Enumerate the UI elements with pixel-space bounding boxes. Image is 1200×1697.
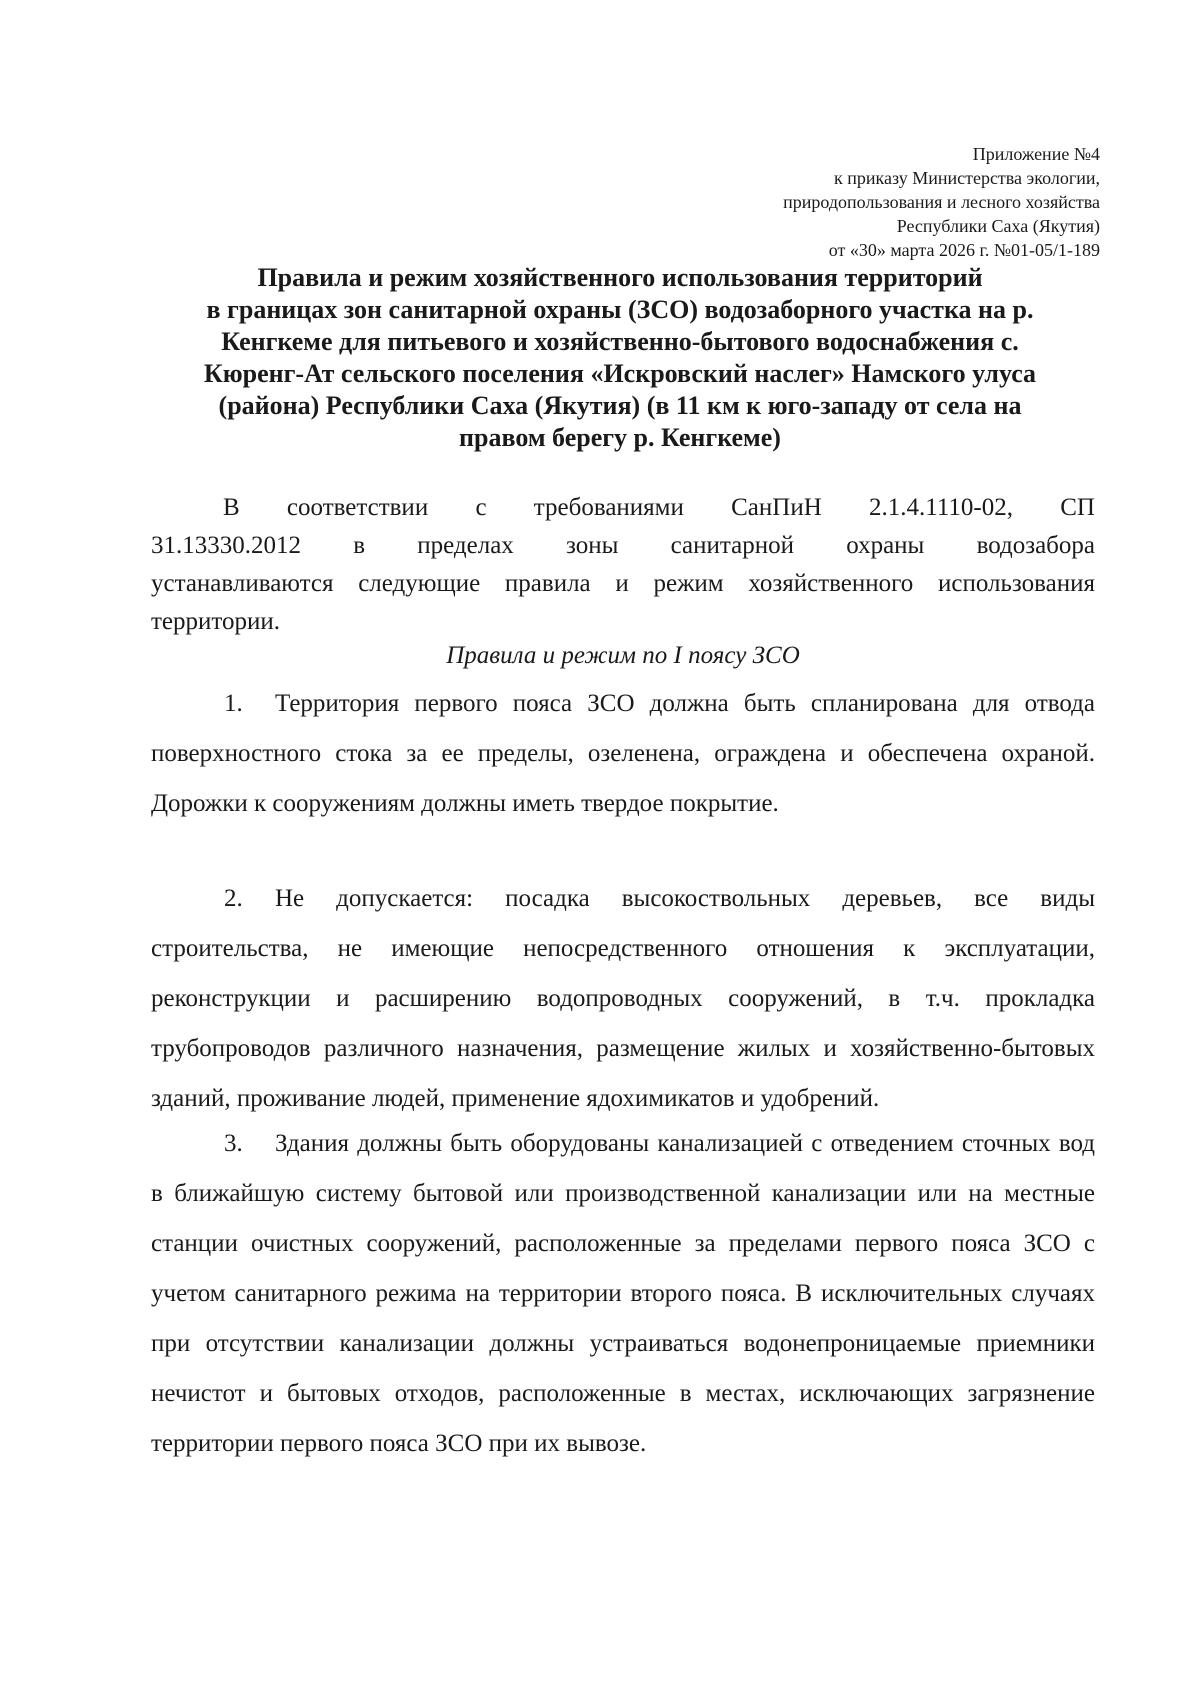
rule-text: Не допускается: посадка высокоствольных деревьев, все виды строительства, не имеющие непосредственного отношения к эксплуатации, реконструкции и расширению водопроводных сооружений, в т.ч. прокладка трубопроводов различного назначения, размещение жилых и хозяйственно-бытовых зданий, проживание людей, применение ядохимикатов и удобрений. <box>151 885 1095 1112</box>
title-line: Кенгкеме для питьевого и хозяйственно-бытового водоснабжения с. <box>221 327 1019 356</box>
appendix-header <box>540 142 1100 262</box>
title-line: в границах зон санитарной охраны (ЗСО) водозаборного участка на р. <box>206 295 1034 324</box>
rule-number: 3. <box>224 1130 243 1157</box>
title-line: (района) Республики Саха (Якутия) (в 11 км к юго-западу от села на <box>218 391 1022 420</box>
intro-line: В соответствии с требованиями СанПиН 2.1.4.1110-02, СП <box>223 494 1095 521</box>
title-line: правом берегу р. Кенгкеме) <box>459 423 781 452</box>
appendix-line: природопользования и лесного хозяйства <box>783 192 1100 212</box>
intro-line: 31.13330.2012 в пределах зоны санитарной охраны водозабора <box>151 532 1095 559</box>
document-title <box>150 262 1090 454</box>
intro-line: устанавливаются следующие правила и режим хозяйственного использования <box>151 570 1095 597</box>
intro-line: территории. <box>151 608 281 635</box>
appendix-line: Приложение №4 <box>972 144 1100 164</box>
intro-paragraph <box>151 489 1095 641</box>
appendix-line: к приказу Министерства экологии, <box>833 168 1100 188</box>
rule-item-3 <box>151 1119 1095 1469</box>
section-heading: Правила и режим по I поясу ЗСО <box>446 642 800 669</box>
rule-item-1 <box>151 679 1095 829</box>
rule-text: Территория первого пояса ЗСО должна быть спланирована для отвода поверхностного стока за ее пределы, озеленена, ограждена и обеспечена охраной. Дорожки к сооружениям должны иметь твердое покрытие. <box>151 690 1095 817</box>
appendix-line: Республики Саха (Якутия) <box>896 216 1100 236</box>
title-line: Кюренг-Ат сельского поселения «Искровский наслег» Намского улуса <box>203 359 1037 388</box>
rule-text: Здания должны быть оборудованы канализацией с отведением сточных вод в ближайшую систему бытовой или производственной канализации или на местные станции очистных сооружений, расположенные за пределами первого пояса ЗСО с учетом санитарного режима на территории второго пояса. В исключительных случаях при отсутствии канализации должны устраиваться водонепроницаемые приемники нечистот и бытовых отходов, расположенные в местах, исключающих загрязнение территории первого пояса ЗСО при их вывозе. <box>151 1130 1095 1457</box>
appendix-line: от «30» марта 2026 г. №01-05/1-189 <box>828 240 1100 260</box>
rule-number: 1. <box>224 690 243 717</box>
title-line: Правила и режим хозяйственного использования территорий <box>257 263 983 292</box>
rule-item-2 <box>151 874 1095 1124</box>
rule-number: 2. <box>224 885 243 912</box>
